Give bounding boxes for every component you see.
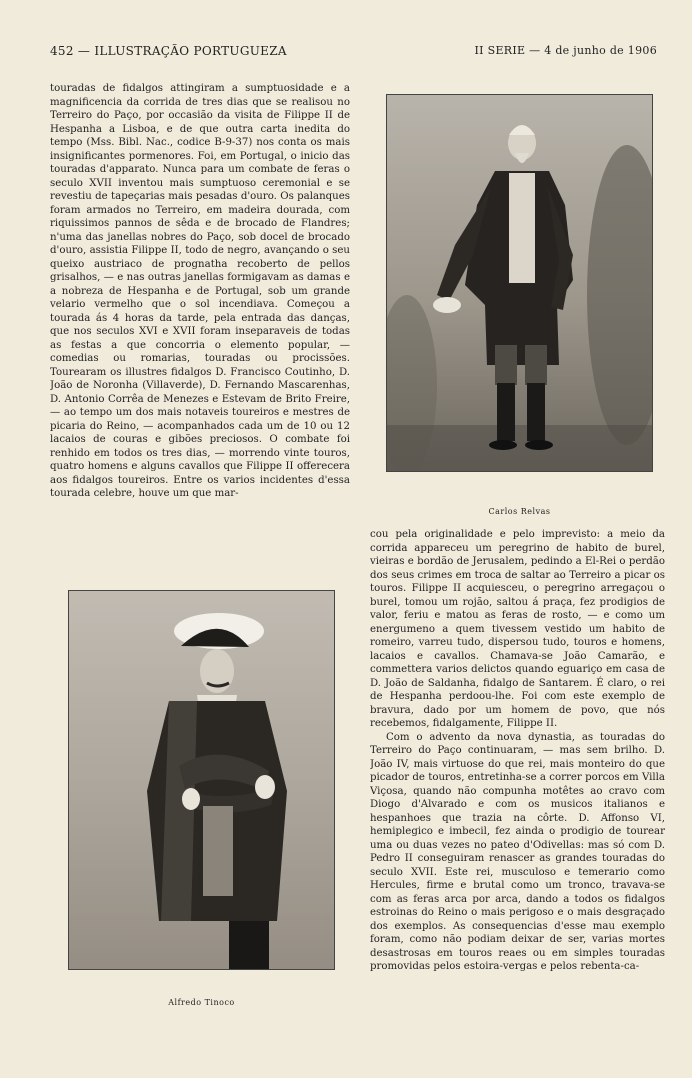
- portrait-relvas-illustration: [387, 95, 653, 472]
- caption-carlos-relvas: Carlos Relvas: [488, 507, 551, 516]
- caption-alfredo-tinoco: Alfredo Tinoco: [168, 998, 235, 1007]
- left-paragraph-1: touradas de fidalgos attingiram a sumptuosidade e a magnificencia da corrida de tres dias que se realisou no Terreiro do Paço, por occasião da visita de Filippe II de Hespanha a Lisboa, e de que outra carta inedita do tempo (Mss. Bibl. Nac., codice B-9-37) nos conta os mais insignificantes pormenores. Foi, em Portugal, o inicio das touradas d'apparato. Nunca para um combate de feras o seculo XVII inventou mais sumptuoso ceremonial e se revestiu de tapeçarias mais pesadas d'ouro. Os palanques foram armados no Terreiro, em madeira dourada, com riquissimos pannos de sêda e de brocado de Flandres; n'uma das janellas nobres do Paço, sob docel de brocado d'ouro, assistia Filippe II, todo de negro, avançando o seu queixo austriaco de prognatha recoberto de pellos grisalhos, — e nas outras janellas formigavam as damas e a nobreza de Hespanha e de Portugal, sob um grande velario vermelho que o sol incendiava. Começou a tourada ás 4 horas da tarde, pela entrada das danças, que nos seculos XVI e XVII foram inseparaveis de todas as festas a que concorria o elemento popular, — comedias ou romarias, touradas ou procissões. Tourearam os illustres fidalgos D. Francisco Coutinho, D. João de Noronha (Villaverde), D. Fernando Mascarenhas, D. Antonio Corrêa de Menezes e Estevam de Brito Freire, — ao tempo um dos mais notaveis toureiros e mestres de picaria do Reino, — acompanhados cada um de 10 ou 12 lacaios de couras e gibões preciosos. O combate foi renhido em todos os tres dias, — morrendo vinte touros, quatro homens e alguns cavallos que Filippe II offerecera aos fidalgos toureiros. Entre os varios incidentes d'essa tourada celebre, houve um que mar-: [50, 83, 350, 499]
- right-text-column: [370, 528, 665, 1028]
- page-header: [50, 44, 657, 64]
- right-paragraph-2: Com o advento da nova dynastia, as touradas do Terreiro do Paço continuaram, — mas sem brilho. D. João IV, mais virtuose do que rei, mais monteiro do que picador de touros, entretinha-se a correr porcos em Villa Viçosa, quando não compunha motêtes ao cravo com Diogo d'Alvarado e com os musicos italianos e hespanhoes que trazia na côrte. D. Affonso VI, hemiplegico e imbecil, fez ainda o prodigio de tourear uma ou duas vezes no pateo d'Odivellas: mas só com D. Pedro II conseguiram renascer as grandes touradas do seculo XVII. Este rei, musculoso e temerario como Hercules, firme e brutal como um tronco, travava-se com as feras arca por arca, dando a todos os fidalgos estroinas do Reino o mais perigoso e o mais desgraçado dos exemplos. As consequencias d'esse mau exemplo foram, como não podiam deixar de ser, varias mortes desastrosas em touros reaes ou em simples touradas promovidas pelos estoira-vergas e pelos rebenta-ca-: [370, 731, 665, 972]
- left-text-column: [50, 82, 350, 542]
- page-number-title: 452 — ILLUSTRAÇÃO PORTUGUEZA: [50, 44, 287, 58]
- photo-alfredo-tinoco: [68, 590, 335, 970]
- issue-date: II SERIE — 4 de junho de 1906: [474, 44, 657, 57]
- right-paragraph-1: cou pela originalidade e pelo imprevisto: a meio da corrida appareceu um peregrino de habito de burel, vieiras e bordão de Jerusalem, pedindo a El-Rei o perdão dos seus crimes em troca de saltar ao Terreiro a picar os touros. Filippe II acquiesceu, o peregrino arregaçou o burel, tomou um rojão, saltou á praça, fez prodigios de valor, feriu e matou as feras de rosto, — e como um energumeno a quem tivessem vestido um habito de romeiro, varreu tudo, dispersou tudo, touros e homens, lacaios e cavallos. Chamava-se João Camarão, e commettera varios delictos quando eguariço em casa de D. João de Saldanha, fidalgo de Santarem. É claro, o rei de Hespanha perdoou-lhe. Foi com este exemplo de bravura, dado por um homem de povo, que nós recebemos, fidalgamente, Filippe II.: [370, 529, 665, 729]
- portrait-tinoco-illustration: [69, 591, 335, 970]
- photo-carlos-relvas: [386, 94, 653, 472]
